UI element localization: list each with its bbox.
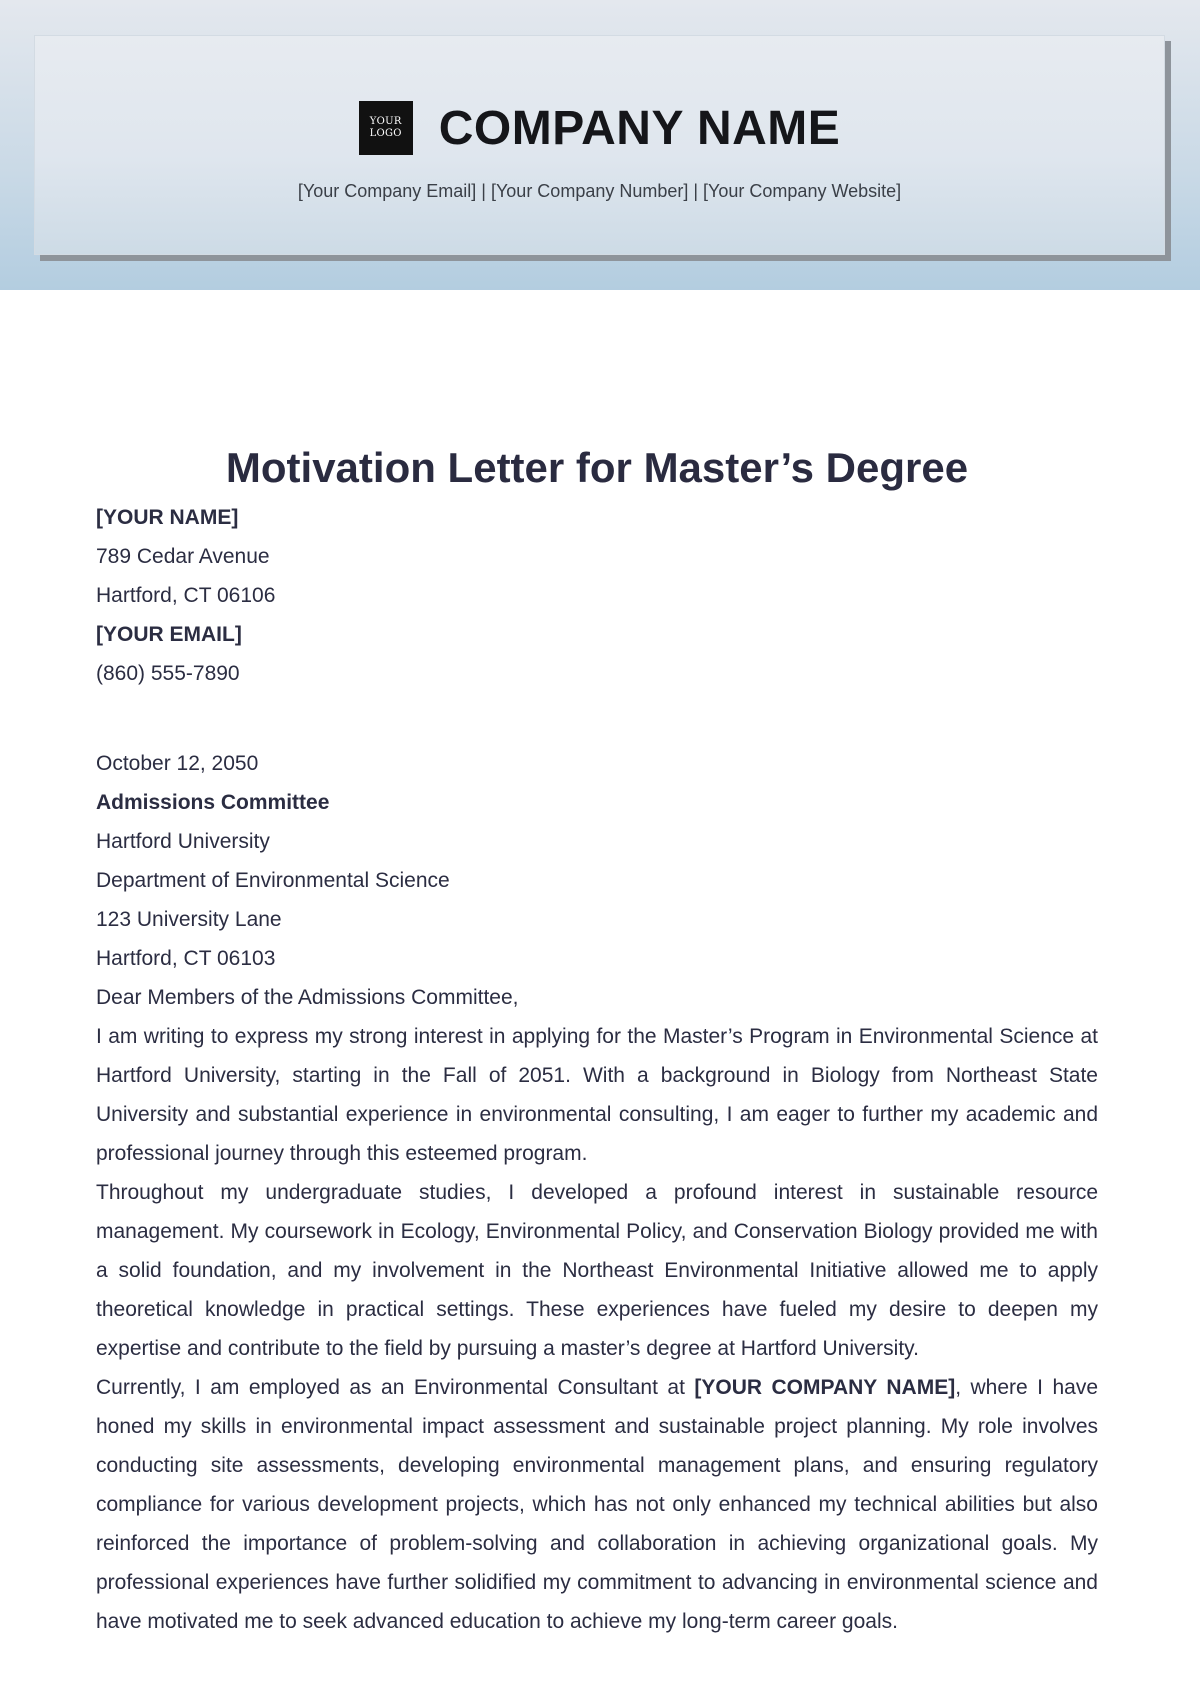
- sender-city: Hartford, CT 06106: [96, 584, 276, 607]
- recipient-org: Hartford University: [96, 830, 270, 853]
- paragraph-3: [96, 1368, 1098, 1641]
- recipient-name: Admissions Committee: [96, 791, 330, 814]
- company-name: COMPANY NAME: [438, 101, 841, 155]
- paragraph-2: Throughout my undergraduate studies, I developed a profound interest in sustainable resource management. My coursework in Ecology, Environmental Policy, and Conservation Biology provided me with a solid foundation, and my involvement in the Northeast Environmental Initiative allowed me to apply theoretical knowledge in practical settings. These experiences have fueled my desire to deepen my expertise and contribute to the field by pursuing a master’s degree at Hartford University.: [96, 1181, 1098, 1360]
- document-title: Motivation Letter for Master’s Degree: [225, 444, 969, 491]
- paragraph-3-start: Currently, I am employed as an Environmental Consultant at: [96, 1376, 695, 1399]
- company-name-placeholder: [YOUR COMPANY NAME]: [694, 1376, 956, 1399]
- company-logo: [359, 101, 413, 155]
- sender-phone: (860) 555-7890: [96, 662, 240, 685]
- salutation: Dear Members of the Admissions Committee,: [96, 986, 519, 1009]
- company-contact-line: [Your Company Email] | [Your Company Number] | [Your Company Website]: [297, 181, 902, 201]
- paragraph-1: I am writing to express my strong interest in applying for the Master’s Program in Environmental Science at Hartford University, starting in the Fall of 2051. With a background in Biology from Northeast State University and substantial experience in environmental consulting, I am eager to further my academic and professional journey through this esteemed program.: [96, 1025, 1098, 1165]
- letter-body: [96, 440, 1098, 1641]
- recipient-street: 123 University Lane: [96, 908, 282, 931]
- letterhead-card: [34, 35, 1165, 255]
- logo-text-line1: YOUR: [369, 116, 402, 127]
- sender-name: [YOUR NAME]: [96, 506, 239, 529]
- sender-street: 789 Cedar Avenue: [96, 545, 270, 568]
- letter-date: October 12, 2050: [96, 752, 259, 775]
- recipient-dept: Department of Environmental Science: [96, 869, 450, 892]
- recipient-city: Hartford, CT 06103: [96, 947, 276, 970]
- brand-row: [35, 98, 1164, 158]
- sender-email: [YOUR EMAIL]: [96, 623, 242, 646]
- spacer: [96, 693, 1098, 744]
- logo-text-line2: LOGO: [369, 128, 402, 139]
- paragraph-3-rest: , where I have honed my skills in environmental impact assessment and sustainable project planning. My role involves conducting site assessments, developing environmental management plans, and ensuring regulatory compliance for various development projects, which has not only enhanced my technical abilities but also reinforced the importance of problem-solving and collaboration in achieving organizational goals. My professional experiences have further solidified my commitment to advancing in environmental science and have motivated me to seek advanced education to achieve my long-term career goals.: [96, 1376, 1099, 1633]
- header-band: [0, 0, 1200, 290]
